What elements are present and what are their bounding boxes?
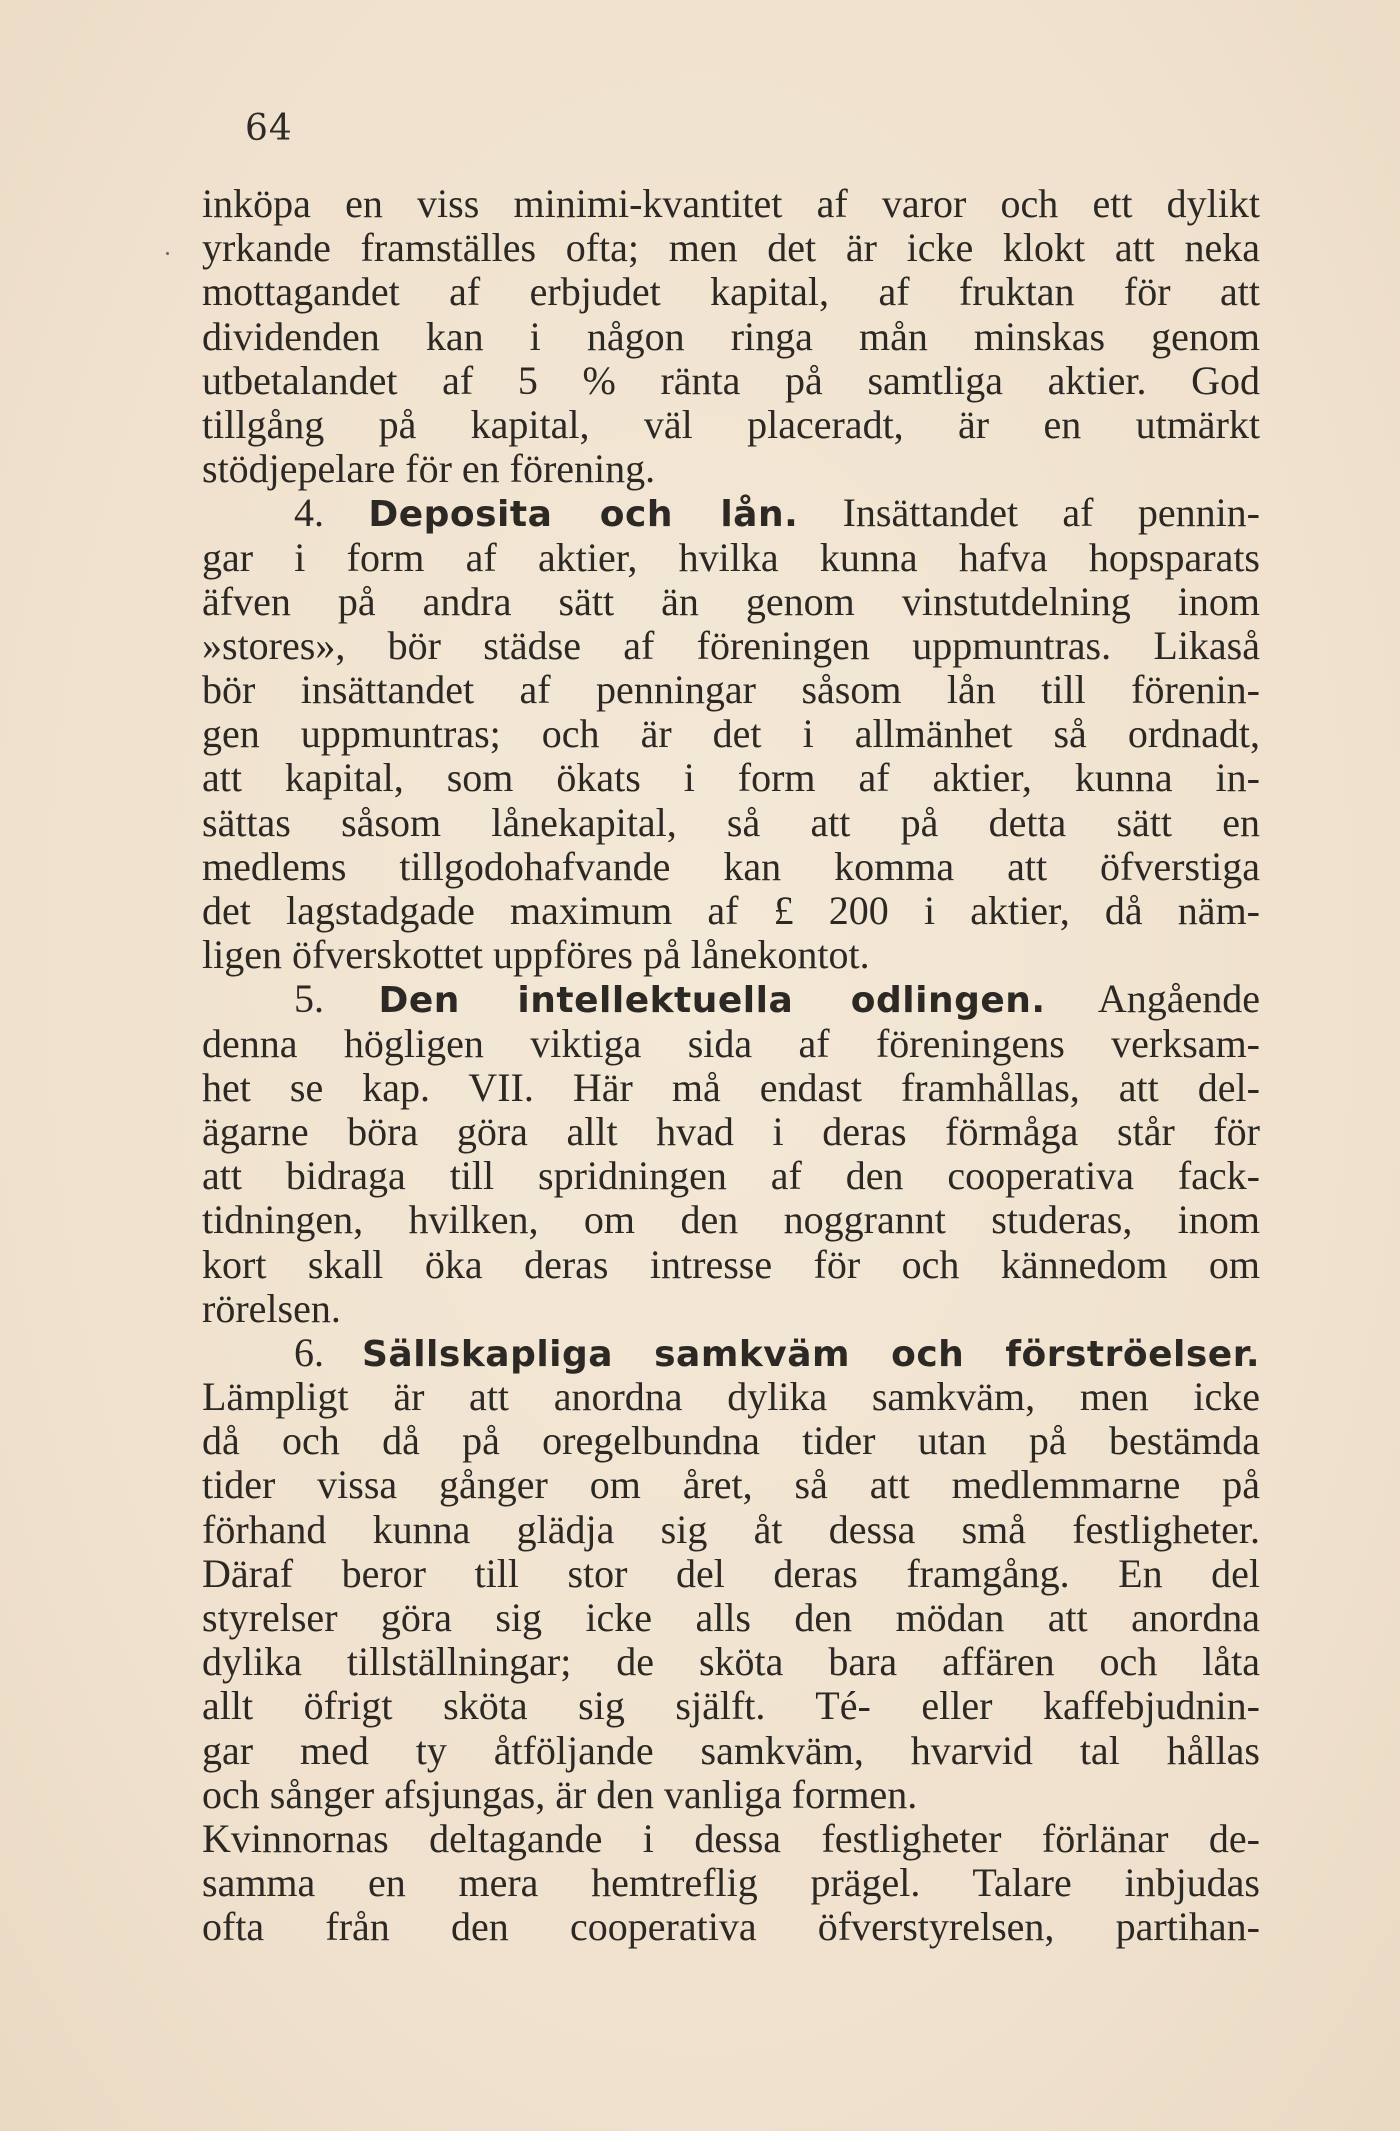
text-line: dylika tillställningar; de sköta bara affären och låta (202, 1639, 1260, 1685)
text-line: stödjepelare för en förening. (202, 446, 656, 492)
section-heading-line (202, 1331, 1260, 1375)
text-line: förhand kunna glädja sig åt dessa små festligheter. (202, 1506, 1260, 1552)
text-line: yrkande framställes ofta; men det är icke klokt att neka (202, 225, 1260, 271)
text-line: ligen öfverskottet uppföres på lånekontot. (202, 932, 870, 978)
text-line: dividenden kan i någon ringa mån minskas genom (202, 313, 1260, 359)
text-line: het se kap. VII. Här må endast framhållas, att del- (202, 1064, 1260, 1110)
text-line: gen uppmuntras; och är det i allmänhet så ordnadt, (202, 711, 1260, 757)
text-line: Lämpligt är att anordna dylika samkväm, men icke (202, 1374, 1260, 1420)
text-line: ofta från den cooperativa öfverstyrelsen, partihan- (202, 1904, 1260, 1950)
section-number: 5. (294, 976, 324, 1022)
paper-speck (166, 252, 169, 255)
text-line: då och då på oregelbundna tider utan på bestämda (202, 1418, 1260, 1464)
text-line: att kapital, som ökats i form af aktier, kunna in- (202, 755, 1260, 801)
text-line: styrelser göra sig icke alls den mödan att anordna (202, 1595, 1260, 1640)
text-line: gar med ty åtföljande samkväm, hvarvid tal hållas (202, 1727, 1260, 1773)
page-number: 64 (245, 108, 293, 149)
text-line: det lagstadgade maximum af £ 200 i aktier, då näm- (202, 888, 1260, 933)
text-line: ägarne böra göra allt hvad i deras förmåga står för (202, 1108, 1260, 1154)
text-line: rörelsen. (202, 1285, 341, 1331)
text-line: medlems tillgodohafvande kan komma att öfverstiga (202, 843, 1260, 889)
text-line: Däraf beror till stor del deras framgång. En del (202, 1550, 1260, 1596)
section-heading-line (202, 977, 1260, 1021)
text-line: att bidraga till spridningen af den cooperativa fack- (202, 1153, 1260, 1199)
text-line: inköpa en viss minimi-kvantitet af varor och ett dylikt (202, 181, 1260, 226)
body-text (202, 182, 1260, 1950)
text-line: denna högligen viktiga sida af föreningens verksam- (202, 1020, 1260, 1066)
text-line: utbetalandet af 5 % ränta på samtliga aktier. God (202, 357, 1260, 403)
section-heading: Sällskapliga samkväm och förströelser. (362, 1333, 1260, 1375)
text-line: »stores», bör städse af föreningen uppmuntras. Likaså (202, 622, 1260, 668)
section-heading: Deposita och lån. (368, 494, 799, 536)
text-line: tidningen, hvilken, om den noggrannt studeras, inom (202, 1197, 1260, 1243)
text-line: tillgång på kapital, väl placeradt, är en utmärkt (202, 401, 1260, 447)
text-line: tider vissa gånger om året, så att medlemmarne på (202, 1462, 1260, 1508)
text-line: gar i form af aktier, hvilka kunna hafva hopsparats (202, 534, 1260, 580)
text-line: samma en mera hemtreflig prägel. Talare inbjudas (202, 1860, 1260, 1906)
section-heading: Den intellektuella odlingen. (378, 980, 1046, 1022)
text-line: äfven på andra sätt än genom vinstutdelning inom (202, 578, 1260, 624)
text-line: sättas såsom lånekapital, så att på detta sätt en (202, 799, 1260, 845)
line-text: Angående (1097, 976, 1261, 1022)
text-line: allt öfrigt sköta sig själft. Té- eller kaffebjudnin- (202, 1683, 1260, 1729)
text-line: bör insättandet af penningar såsom lån till förenin- (202, 667, 1260, 713)
text-line: mottagandet af erbjudet kapital, af fruktan för att (202, 269, 1260, 315)
text-line: och sånger afsjungas, är den vanliga formen. (202, 1771, 918, 1817)
line-text: Insättandet af pennin- (842, 490, 1260, 536)
section-number: 6. (294, 1329, 324, 1375)
text-line: kort skall öka deras intresse för och kännedom om (202, 1241, 1260, 1287)
section-heading-line (202, 491, 1260, 535)
section-number: 4. (294, 490, 324, 536)
text-line: Kvinnornas deltagande i dessa festligheter förlänar de- (202, 1815, 1260, 1861)
